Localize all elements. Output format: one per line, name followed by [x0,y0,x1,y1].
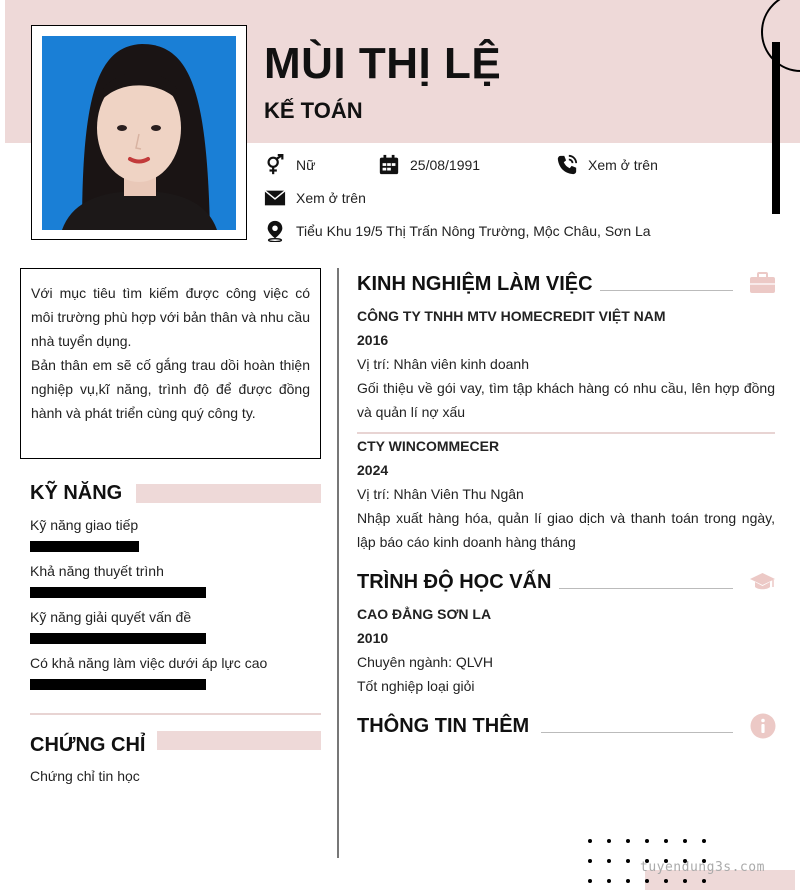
skill-name: Kỹ năng giao tiếp [30,517,139,533]
decorative-dot [702,839,706,843]
phone-icon [556,154,578,176]
skill-name: Khả năng thuyết trình [30,563,164,579]
job-company: CTY WINCOMMECER [357,438,500,454]
contact-email [264,187,366,209]
decorative-dot [626,859,630,863]
decorative-dot [702,879,706,883]
decorative-dot [645,839,649,843]
education-year: 2010 [357,630,389,646]
gender-icon [264,154,286,176]
skill-name: Có khả năng làm việc dưới áp lực cao [30,655,268,671]
envelope-icon [264,187,286,209]
phone-value: Xem ở trên [588,157,658,173]
skill-level-bar [30,587,206,598]
decorative-dot [588,859,592,863]
decorative-bar [772,42,780,214]
email-value: Xem ở trên [296,190,366,206]
skill-name: Kỹ năng giải quyết vấn đề [30,609,192,625]
education-title-line [559,588,733,589]
job-description: Gối thiệu về gói vay, tìm tập khách hàng có nhu cầu, lên hợp đồng và quản lí nợ xấu [357,380,775,420]
left-divider [30,713,321,715]
candidate-name: MÙI THỊ LỆ [264,39,502,88]
decorative-dot [683,879,687,883]
location-pin-icon [264,220,286,242]
contact-gender [264,154,315,176]
decorative-dot [626,839,630,843]
education-major: Chuyên ngành: QLVH [357,654,493,670]
skills-title: KỸ NĂNG [30,482,123,504]
skill-level-bar [30,679,206,690]
job-description: Nhập xuất hàng hóa, quản lí giao dịch và thanh toán trong ngày, lập báo cáo kinh doanh hàng tháng [357,510,775,550]
career-objective [20,268,321,459]
skill-level-bar [30,541,139,552]
contact-address [264,220,651,242]
address-value: Tiểu Khu 19/5 Thị Trấn Nông Trường, Mộc Châu, Sơn La [296,223,651,239]
calendar-icon [378,154,400,176]
job-position: Vị trí: Nhân Viên Thu Ngân [357,486,524,502]
job-year: 2024 [357,462,389,478]
objective-paragraph: Với mục tiêu tìm kiếm được công việc có môi trường phù hợp với bản thân và nhu cầu nhà tuyển dụng. [31,285,310,349]
watermark: tuyendung3s.com [640,860,765,875]
info-icon [750,713,776,739]
birthdate-value: 25/08/1991 [410,157,481,173]
profile-photo [42,36,236,230]
decorative-dot [683,839,687,843]
certificates-title-bar [157,731,321,750]
decorative-dot [664,879,668,883]
decorative-dot [607,839,611,843]
education-school: CAO ĐẲNG SƠN LA [357,606,492,622]
skills-title-bar [136,484,321,503]
job-title: KẾ TOÁN [264,98,363,123]
additional-info-title-line [541,732,733,733]
decorative-dot [664,839,668,843]
objective-paragraph: Bản thân em sẽ cố gắng trau dồi hoàn thiện nghiệp vụ,kĩ năng, trình độ để được đồng hành và phát triển cùng quý công ty. [31,357,310,421]
decorative-dot [588,879,592,883]
decorative-dot [645,879,649,883]
certificates-title: CHỨNG CHỈ [30,734,146,756]
education-title: TRÌNH ĐỘ HỌC VẤN [357,571,552,593]
certificate-item: Chứng chỉ tin học [30,768,140,784]
education-result: Tốt nghiệp loại giỏi [357,678,475,694]
contact-birthdate [378,154,480,176]
decorative-dot [588,839,592,843]
job-company: CÔNG TY TNHH MTV HOMECREDIT VIỆT NAM [357,308,666,324]
briefcase-icon [749,272,776,294]
additional-info-title: THÔNG TIN THÊM [357,715,530,737]
skill-level-bar [30,633,206,644]
column-divider [337,268,339,858]
decorative-dot [607,879,611,883]
experience-title: KINH NGHIỆM LÀM VIỆC [357,273,593,295]
decorative-dot [626,879,630,883]
gender-value: Nữ [296,157,316,173]
photo-frame [31,25,247,240]
experience-title-line [600,290,733,291]
graduation-cap-icon [749,572,776,592]
decorative-dot [607,859,611,863]
job-position: Vị trí: Nhân viên kinh doanh [357,356,529,372]
contact-phone [556,154,658,176]
job-year: 2016 [357,332,389,348]
